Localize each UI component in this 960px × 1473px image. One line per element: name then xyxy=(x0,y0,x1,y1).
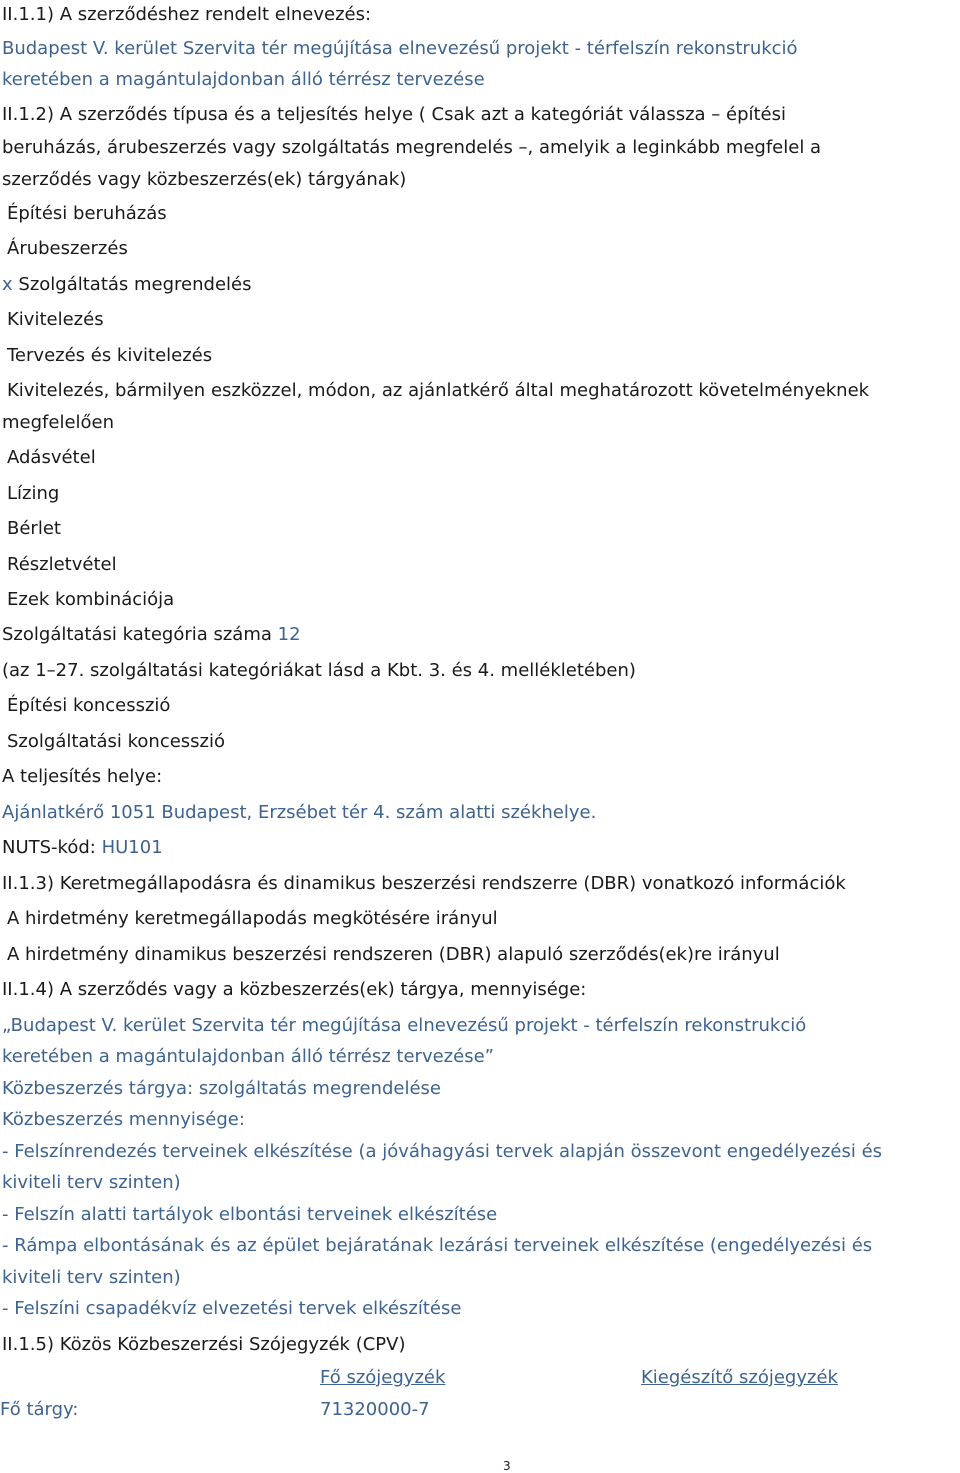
procurement-quantity-label: Közbeszerzés mennyisége: xyxy=(2,1109,245,1130)
service-category-label: Szolgáltatási kategória száma xyxy=(2,624,272,645)
option-arubeszerzes: Árubeszerzés xyxy=(7,238,128,259)
service-category xyxy=(2,624,301,646)
option-tervezes-es-kivitelezes: Tervezés és kivitelezés xyxy=(7,345,213,366)
subject-quote-line-2: keretében a magántulajdonban álló térrész tervezése” xyxy=(2,1046,494,1067)
section-heading-ii-1-4: II.1.4) A szerződés vagy a közbeszerzés(ek) tárgya, mennyisége: xyxy=(2,979,587,1000)
option-szolgaltatasi-koncesszio: Szolgáltatási koncesszió xyxy=(7,731,226,752)
quantity-item-3-line-2: kiviteli terv szinten) xyxy=(2,1267,181,1288)
quantity-item-1-line-2: kiviteli terv szinten) xyxy=(2,1172,181,1193)
section-heading-ii-1-2-line-3: szerződés vagy közbeszerzés(ek) tárgyának) xyxy=(2,169,407,190)
performance-place-value: Ajánlatkérő 1051 Budapest, Erzsébet tér 4. szám alatti székhelye. xyxy=(2,802,597,823)
option-lizing: Lízing xyxy=(7,483,60,504)
service-category-note: (az 1–27. szolgáltatási kategóriákat lásd a Kbt. 3. és 4. mellékletében) xyxy=(2,660,636,681)
quantity-item-4: - Felszíni csapadékvíz elvezetési tervek elkészítése xyxy=(2,1298,462,1319)
option-ezek-kombinacioja: Ezek kombinációja xyxy=(7,589,175,610)
section-heading-ii-1-5: II.1.5) Közös Közbeszerzési Szójegyzék (CPV) xyxy=(2,1334,406,1355)
option-label: Szolgáltatás megrendelés xyxy=(18,274,252,295)
cpv-fo-targy-value: 71320000-7 xyxy=(320,1399,430,1420)
option-berlet: Bérlet xyxy=(7,518,61,539)
section-heading-ii-1-1: II.1.1) A szerződéshez rendelt elnevezés: xyxy=(2,4,372,25)
nuts-code-value: HU101 xyxy=(101,837,163,858)
option-epitesi-beruhazas: Építési beruházás xyxy=(7,203,167,224)
quantity-item-1-line-1: - Felszínrendezés terveinek elkészítése (a jóváhagyási tervek alapján összevont engedélyezési és xyxy=(2,1141,883,1162)
option-barmilyen-line-2: megfelelően xyxy=(2,412,115,433)
section-heading-ii-1-2-line-2: beruházás, árubeszerzés vagy szolgáltatás megrendelés –, amelyik a leginkább megfelel a xyxy=(2,137,822,158)
option-reszletvetel: Részletvétel xyxy=(7,554,117,575)
option-dbr: A hirdetmény dinamikus beszerzési rendszeren (DBR) alapuló szerződés(ek)re irányul xyxy=(7,944,780,965)
option-szolgaltatas-megrendeles xyxy=(2,274,252,296)
option-kivitelezes: Kivitelezés xyxy=(7,309,104,330)
section-heading-ii-1-2-line-1: II.1.2) A szerződés típusa és a teljesítés helye ( Csak azt a kategóriát válassza – építési xyxy=(2,104,787,125)
performance-place-label: A teljesítés helye: xyxy=(2,766,163,787)
option-keretmegallapodas: A hirdetmény keretmegállapodás megkötésére irányul xyxy=(7,908,498,929)
cpv-column-fo-szojegyzek: Fő szójegyzék xyxy=(320,1367,446,1388)
subject-quote-line-1: „Budapest V. kerület Szervita tér megújítása elnevezésű projekt - térfelszín rekonstrukció xyxy=(2,1015,807,1036)
cpv-column-kiegeszito-szojegyzek: Kiegészítő szójegyzék xyxy=(641,1367,838,1388)
contract-title-line-2: keretében a magántulajdonban álló térrész tervezése xyxy=(2,69,485,90)
nuts-code-label: NUTS-kód: xyxy=(2,837,96,858)
check-mark: x xyxy=(2,274,13,295)
quantity-item-2: - Felszín alatti tartályok elbontási terveinek elkészítése xyxy=(2,1204,498,1225)
cpv-fo-targy-label: Fő tárgy: xyxy=(0,1399,79,1420)
quantity-item-3-line-1: - Rámpa elbontásának és az épület bejáratának lezárási terveinek elkészítése (engedélyezési és xyxy=(2,1235,873,1256)
contract-title-line-1: Budapest V. kerület Szervita tér megújítása elnevezésű projekt - térfelszín rekonstrukció xyxy=(2,38,798,59)
option-barmilyen-line-1: Kivitelezés, bármilyen eszközzel, módon, az ajánlatkérő által meghatározott követelményeknek xyxy=(7,380,870,401)
page-number: 3 xyxy=(503,1459,511,1473)
nuts-code xyxy=(2,837,163,859)
procurement-subject: Közbeszerzés tárgya: szolgáltatás megrendelése xyxy=(2,1078,441,1099)
option-adasvetel: Adásvétel xyxy=(7,447,96,468)
option-epitesi-koncesszio: Építési koncesszió xyxy=(7,695,171,716)
section-heading-ii-1-3: II.1.3) Keretmegállapodásra és dinamikus beszerzési rendszerre (DBR) vonatkozó információk xyxy=(2,873,846,894)
service-category-value: 12 xyxy=(277,624,301,645)
